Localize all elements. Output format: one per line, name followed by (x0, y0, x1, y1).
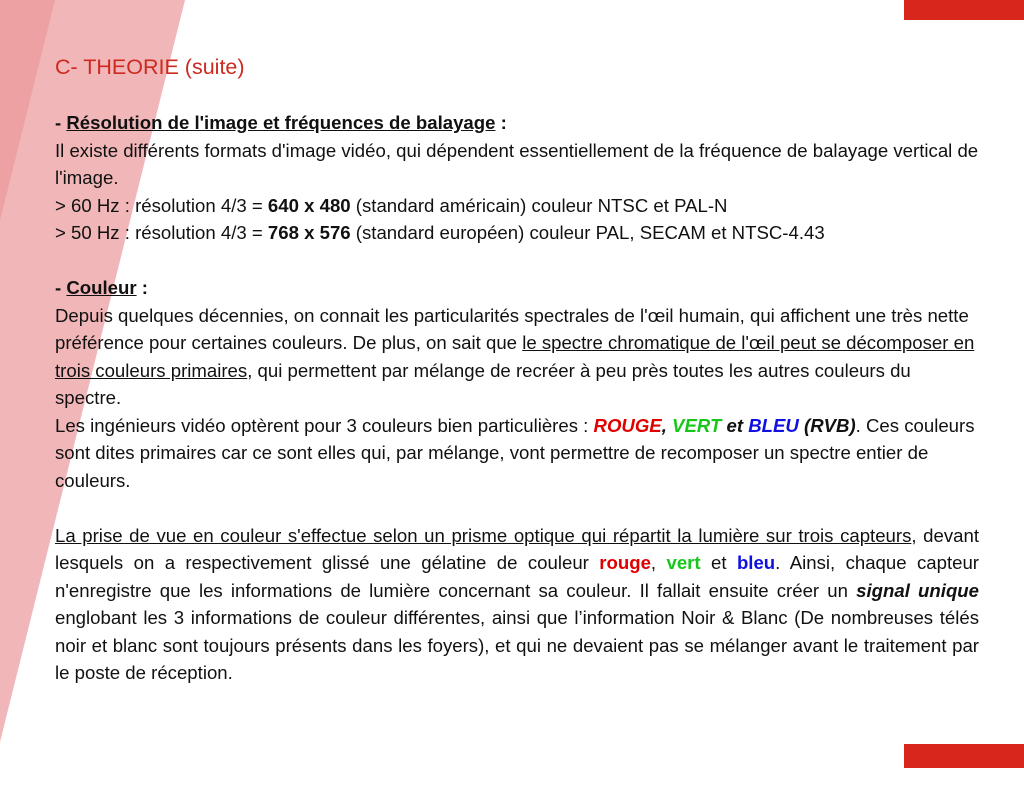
signal-unique: signal unique (856, 579, 979, 601)
slide-content (55, 52, 979, 687)
rvb-label: (RVB) (804, 414, 856, 436)
vert-label: VERT (672, 414, 722, 436)
bottom-right-red-bar (904, 744, 1024, 768)
resolution-line-60hz: > 60 Hz : résolution 4/3 = 640 x 480 (standard américain) couleur NTSC et PAL-N (55, 194, 728, 216)
resolution-heading-text: Résolution de l'image et fréquences de balayage (66, 112, 496, 133)
section-couleur-heading: - Couleur : (55, 277, 148, 298)
couleur-paragraph-1: Depuis quelques décennies, on connait les particularités spectrales de l'œil humain, qui affichent une très nette préférence pour certaines couleurs. De plus, on sait que le spectre chromatique de l'œil peut se décomposer en trois couleurs primaires, qui permettent par mélange de recréer à peu près toutes les autres couleurs du spectre. (55, 304, 975, 408)
top-right-red-bar (904, 0, 1024, 20)
resolution-intro: Il existe différents formats d'image vidéo, qui dépendent essentiellement de la fréquence de balayage vertical de l'image. (55, 139, 979, 188)
resolution-line-50hz: > 50 Hz : résolution 4/3 = 768 x 576 (standard européen) couleur PAL, SECAM et NTSC-4.43 (55, 222, 825, 243)
bleu-word: bleu (736, 552, 776, 573)
slide-title: C- THEORIE (suite) (55, 55, 245, 79)
vert-word: vert (666, 552, 701, 573)
prise-de-vue-underlined: La prise de vue en couleur s'effectue selon un prisme optique qui répartit la lumière sur trois capteurs (55, 524, 912, 546)
resolution-640x480: 640 x 480 (267, 194, 351, 216)
rouge-label: ROUGE (593, 414, 662, 436)
resolution-768x576: 768 x 576 (267, 222, 351, 243)
section-resolution-heading: - Résolution de l'image et fréquences de balayage : (55, 112, 507, 133)
couleur-heading-text: Couleur (66, 277, 137, 298)
couleur-paragraph-2: Les ingénieurs vidéo optèrent pour 3 couleurs bien particulières : ROUGE, VERT et BLEU (RVB). Ces couleurs sont dites primaires car ce sont elles qui, par mélange, vont permettre de recomposer un spectre entier de couleurs. (55, 414, 975, 491)
prise-de-vue-paragraph: La prise de vue en couleur s'effectue selon un prisme optique qui répartit la lumière sur trois capteurs, devant lesquels on a respectivement glissé une gélatine de couleur rouge, vert et bleu. Ainsi, chaque capteur n'enregistre que les informations de lumière concernant sa couleur. Il fallait ensuite créer un signal unique englobant les 3 informations de couleur différentes, ainsi que l’information Noir & Blanc (De nombreuses télés noir et blanc sont toujours présents dans les foyers), et qui ne devaient pas se mélanger avant le traitement par le poste de réception. (55, 524, 979, 683)
rouge-word: rouge (599, 552, 651, 573)
bleu-label: BLEU (748, 414, 799, 436)
spectre-underlined: le spectre chromatique de l'œil peut se décomposer en trois couleurs primaires (55, 332, 975, 381)
